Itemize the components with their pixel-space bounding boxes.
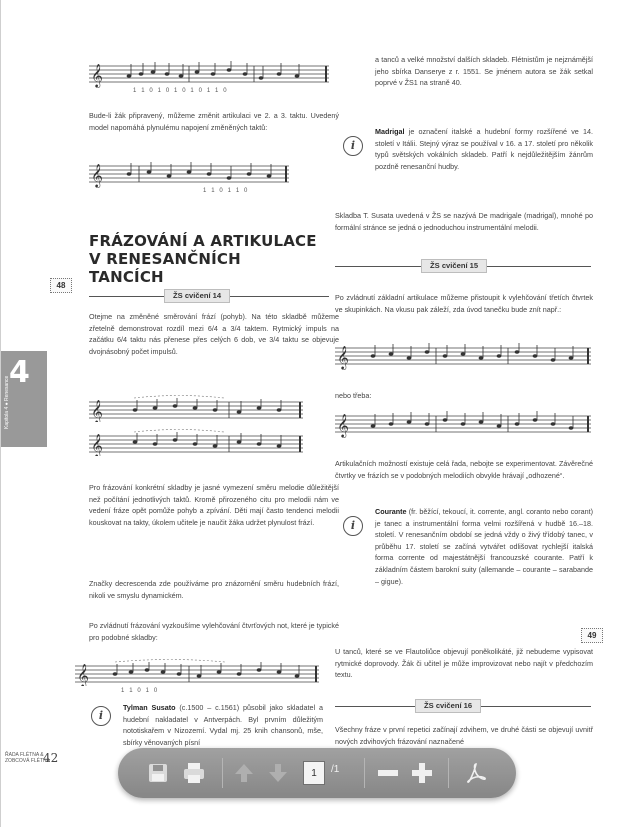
save-icon [146, 761, 170, 785]
toolbar-separator [448, 758, 449, 788]
exercise-14-divider [89, 288, 329, 304]
music-staff-5 [75, 658, 319, 686]
document-page [56, 18, 623, 818]
info-icon: i [343, 516, 363, 536]
svg-text:𝄞: 𝄞 [337, 413, 349, 437]
section-heading-line2: V RENESANČNÍCH TANCÍCH [89, 250, 241, 286]
exercise-16-divider [335, 698, 591, 714]
next-page-button[interactable] [264, 759, 292, 787]
music-staff-1 [89, 60, 329, 88]
paragraph-4: Značky decrescenda zde používáme pro znázornění směru hudebních frází, nikoli ve smyslu dynamickém. [89, 579, 339, 600]
svg-text:𝄞: 𝄞 [91, 433, 103, 456]
footer-book-title: ŘADA FLÉTNA & ZOBCOVÁ FLÉTNA [5, 752, 51, 764]
info-madrigal-term: Madrigal [375, 127, 405, 136]
page-number-input[interactable] [303, 761, 325, 785]
info-icon: i [343, 136, 363, 156]
zoom-in-button[interactable] [408, 759, 436, 787]
counting-numbers-1: 1 1 0 1 0 1 0 1 0 1 1 0 [133, 88, 229, 94]
open-in-acrobat-button[interactable] [462, 759, 490, 787]
counting-numbers-3: 1 1 0 1 0 [121, 688, 159, 694]
music-staff-4 [89, 428, 303, 456]
info-susato [123, 702, 323, 748]
paragraph-1: Bude-li žák připravený, můžeme změnit artikulaci ve 2. a 3. taktu. Uvedený model napomáhá plynulému napojení změněných taktů: [89, 111, 339, 132]
exercise-15-label: ŽS cvičení 15 [421, 259, 487, 273]
svg-text:𝄞: 𝄞 [337, 345, 349, 369]
right-paragraph-2: Skladba T. Susata uvedená v ŽS se nazývá De madrigale (madrigal), mnohé po formální stránce se jedná o jednoduchou instrumentální melodii. [335, 211, 593, 232]
music-staff-3 [89, 394, 303, 422]
exercise-16-label: ŽS cvičení 16 [415, 699, 481, 713]
section-heading [89, 232, 319, 286]
music-staff-2 [89, 160, 289, 188]
counting-numbers-2: 1 1 0 1 1 0 [203, 188, 249, 194]
info-courante-text: (fr. běžící, tekoucí, it. corrente, angl. coranto nebo corant) je tanec a instrumentální forma velmi rozšířená v hudbě 16.–18. století. V renesančním období se jedná vždy o živý třídobý tanec, v průběhu 17. století se začíná vytvářet odlišovat rychlejší italská forma corrente od majestátnější francouzské courante. Patří k základním částem barokní suity (allemande – courante – sarabande – gigue). [375, 507, 593, 586]
info-susato-text: (c.1500 – c.1561) působil jako skladatel a hudební nakladatel v Antverpách. Byl prvním důležitým nototiskařem v Nizozemí. Vydal mj. 25 knih chansonů, mše, sbírky věnovaných písní [123, 703, 323, 747]
svg-text:𝄞: 𝄞 [77, 663, 89, 686]
page-total: /1 [331, 764, 340, 775]
save-button[interactable] [144, 759, 172, 787]
music-staff-6 [335, 342, 591, 370]
acrobat-icon [464, 761, 488, 785]
info-madrigal-text: je označení italské a hudební formy rozšířené ve 14. století v Itálii. Stejný výraz se používal v 16. a 17. století pro několik typů světských vokálních skladeb. Patří k nejdůležitějším žánrům pozdně renesanční hudby. [375, 127, 593, 171]
right-paragraph-1: a tanců a velké množství dalších skladeb. Flétnistům je nejznámější jeho sbírka Danserye z r. 1551. Se jménem autora se žák setkal poprvé v ŽS1 na straně 40. [375, 55, 593, 88]
svg-text:𝄞: 𝄞 [91, 163, 103, 187]
right-paragraph-4: nebo třeba: [335, 391, 372, 400]
right-paragraph-3: Po zvládnutí základní artikulace můžeme přistoupit k vylehčování třetích čtvrtek ve skupinkách. Na vkusu pak záleží, zda úvod tanečku bude znít např.: [335, 293, 593, 314]
print-icon [182, 761, 206, 785]
chapter-tab [1, 351, 47, 447]
footer-page-number: 42 [43, 751, 59, 765]
info-madrigal [375, 126, 593, 172]
info-icon: i [91, 706, 111, 726]
right-paragraph-5: Artikulačních možností existuje celá řada, nebojte se experimentovat. Závěrečné čtvrtky ve frázích se v podobných melodiích obvykle hrávají „odhozené“. [335, 459, 593, 480]
pdf-toolbar [118, 748, 516, 798]
info-courante-term: Courante [375, 507, 407, 516]
left-page-number: 48 [50, 278, 72, 293]
toolbar-separator [222, 758, 223, 788]
arrow-up-icon [232, 761, 256, 785]
right-page-number: 49 [581, 628, 603, 643]
music-staff-7 [335, 410, 591, 438]
exercise-15-divider [335, 258, 591, 274]
previous-page-button[interactable] [230, 759, 258, 787]
paragraph-3: Pro frázování konkrétní skladby je jasné vymezení směru melodie důležitější než počítání jednotlivých taktů. Kromě přirozeného citu pro melodii nám ve vedení fráze opět pomůže pohyb a zpívání. Děti mají často tendenci melodii kouskovat na takty, úkolem učitele je naučit žáka udržet plynulost frází. [89, 483, 339, 527]
zoom-out-icon [376, 761, 400, 785]
section-heading-line1: FRÁZOVÁNÍ A ARTIKULACE [89, 232, 317, 250]
arrow-down-icon [266, 761, 290, 785]
toolbar-separator [364, 758, 365, 788]
chapter-tab-label: Kapitola 4 ● Renesance [4, 375, 10, 429]
svg-text:𝄞: 𝄞 [91, 399, 103, 422]
zoom-out-button[interactable] [374, 759, 402, 787]
chapter-number: 4 [9, 355, 30, 390]
paragraph-5: Po zvládnutí frázování vyzkoušíme vylehčování čtvrťových not, které je typické pro podobné skladby: [89, 621, 339, 642]
info-courante [375, 506, 593, 587]
right-paragraph-7: Všechny fráze v první repetici začínají zdvihem, ve druhé části se objevují uvnitř nových zdvihových frázování naznačené [335, 725, 593, 746]
right-paragraph-6: U tanců, které se ve Flautoliůce objevují poněkolikáté, již nebudeme vypisovat rytmické doprovody. Žák či učitel je může improvizovat nebo najít v předchozím textu. [335, 647, 593, 680]
info-susato-term: Tylman Susato [123, 703, 176, 712]
zoom-in-icon [410, 761, 434, 785]
exercise-14-label: ŽS cvičení 14 [164, 289, 230, 303]
print-button[interactable] [180, 759, 208, 787]
paragraph-2: Otejme na změněné směrování frází (pohyb). Na této skladbě můžeme zřetelně demonstrovat rozdíl mezi 6/4 a 3/4 taktem. Rytmický impuls na začátku 6/4 taktu nás přenese přes celých 6 dob, ve 3/4 taktu se objevuje dvojnásobný počet impulsů. [89, 312, 339, 356]
svg-text:𝄞: 𝄞 [91, 63, 103, 87]
